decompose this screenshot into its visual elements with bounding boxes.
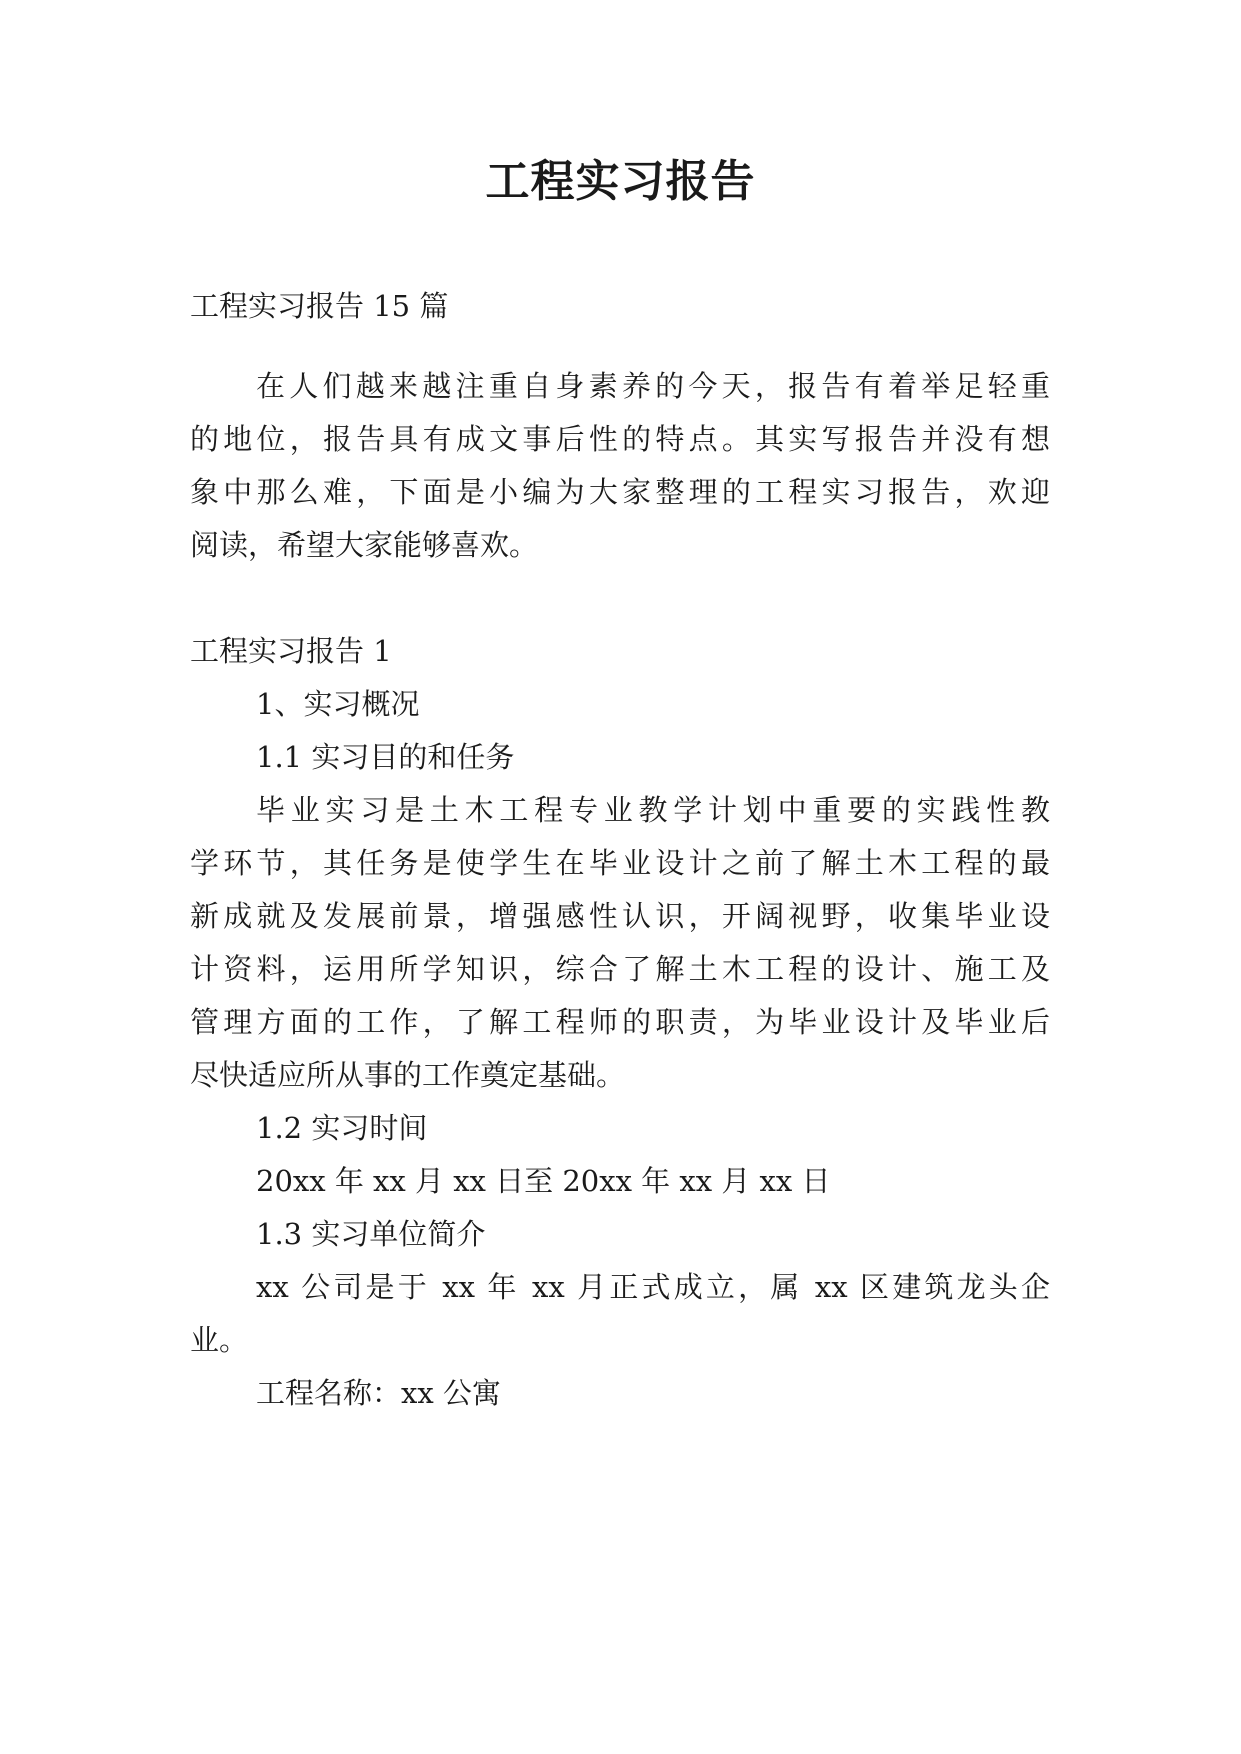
intro-line: 的地位，报告具有成文事后性的特点。其实写报告并没有想 <box>190 422 1050 456</box>
time-text: 20xx 年 xx 月 xx 日至 20xx 年 xx 月 xx 日 <box>256 1164 831 1198</box>
purpose-line: 计资料，运用所学知识，综合了解土木工程的设计、施工及 <box>190 952 1050 986</box>
heading-1-2: 1.2 实习时间 <box>256 1111 428 1145</box>
company-line: 业。 <box>190 1323 249 1357</box>
purpose-line: 尽快适应所从事的工作奠定基础。 <box>190 1058 626 1092</box>
subtitle: 工程实习报告 15 篇 <box>190 289 449 323</box>
heading-1-3: 1.3 实习单位简介 <box>256 1217 486 1251</box>
company-line: xx 公司是于 xx 年 xx 月正式成立，属 xx 区建筑龙头企 <box>256 1270 1050 1304</box>
section-title: 工程实习报告 1 <box>190 634 392 668</box>
heading-1-1: 1.1 实习目的和任务 <box>256 740 515 774</box>
intro-line: 在人们越来越注重自身素养的今天，报告有着举足轻重 <box>256 369 1050 403</box>
project-name: 工程名称：xx 公寓 <box>256 1376 501 1410</box>
purpose-line: 毕业实习是土木工程专业教学计划中重要的实践性教 <box>256 793 1050 827</box>
document-title: 工程实习报告 <box>485 156 756 207</box>
heading-1: 1、实习概况 <box>256 687 420 721</box>
purpose-line: 学环节，其任务是使学生在毕业设计之前了解土木工程的最 <box>190 846 1050 880</box>
intro-line: 阅读，希望大家能够喜欢。 <box>190 528 539 562</box>
purpose-line: 管理方面的工作，了解工程师的职责，为毕业设计及毕业后 <box>190 1005 1050 1039</box>
intro-line: 象中那么难，下面是小编为大家整理的工程实习报告，欢迎 <box>190 475 1050 509</box>
purpose-line: 新成就及发展前景，增强感性认识，开阔视野，收集毕业设 <box>190 899 1050 933</box>
